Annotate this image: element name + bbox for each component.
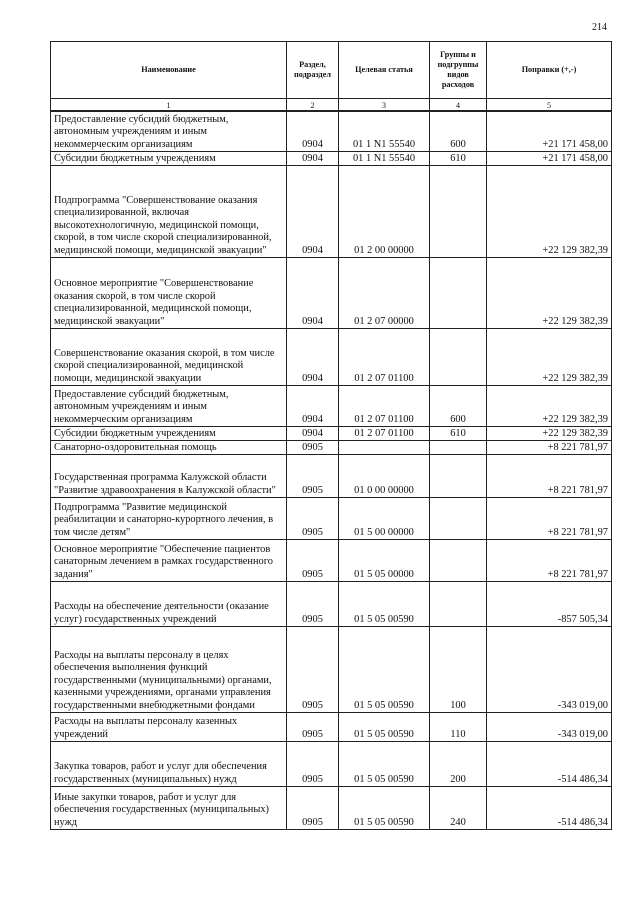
row-target: 01 2 07 01100: [339, 329, 430, 386]
table-row: [51, 498, 612, 540]
table-row: [51, 166, 612, 258]
row-target: 01 5 05 00590: [339, 787, 430, 830]
row-amount: +22 129 382,39: [487, 386, 612, 427]
row-name: Иные закупки товаров, работ и услуг для обеспечения государственных (муниципальных) нужд: [51, 787, 287, 830]
column-number: 2: [287, 99, 339, 111]
column-number: 5: [487, 99, 612, 111]
row-section: 0905: [287, 627, 339, 713]
row-group: 610: [430, 152, 487, 166]
row-amount: +22 129 382,39: [487, 329, 612, 386]
row-group: [430, 441, 487, 455]
budget-amendments-table: [50, 41, 612, 830]
row-name: Основное мероприятие "Обеспечение пациентов санаторным лечением в рамках государственного задания": [51, 540, 287, 582]
row-name: Расходы на обеспечение деятельности (оказание услуг) государственных учреждений: [51, 582, 287, 627]
row-name: Совершенствование оказания скорой, в том числе скорой специализированной, медицинской помощи, медицинской эвакуации: [51, 329, 287, 386]
row-name: Предоставление субсидий бюджетным, автономным учреждениям и иным некоммерческим организациям: [51, 111, 287, 152]
row-group: [430, 258, 487, 329]
column-number: 1: [51, 99, 287, 111]
table-row: [51, 582, 612, 627]
row-group: 600: [430, 386, 487, 427]
row-section: 0904: [287, 111, 339, 152]
row-section: 0904: [287, 152, 339, 166]
table-row: [51, 713, 612, 742]
row-amount: +22 129 382,39: [487, 258, 612, 329]
row-target: 01 1 N1 55540: [339, 111, 430, 152]
row-section: 0904: [287, 329, 339, 386]
row-name: Санаторно-оздоровительная помощь: [51, 441, 287, 455]
table-row: [51, 627, 612, 713]
row-amount: +22 129 382,39: [487, 427, 612, 441]
row-target: [339, 441, 430, 455]
table-row: [51, 427, 612, 441]
row-name: Основное мероприятие "Совершенствование оказания скорой, в том числе скорой специализированной, медицинской помощи, медицинской эвакуации": [51, 258, 287, 329]
row-target: 01 2 07 00000: [339, 258, 430, 329]
page-number: 214: [592, 22, 607, 33]
row-group: [430, 582, 487, 627]
row-name: Расходы на выплаты персоналу казенных учреждений: [51, 713, 287, 742]
table-header-row: [51, 42, 612, 99]
row-amount: +22 129 382,39: [487, 166, 612, 258]
header-amount: Поправки (+,-): [487, 42, 612, 99]
row-amount: +21 171 458,00: [487, 152, 612, 166]
row-amount: -514 486,34: [487, 742, 612, 787]
row-target: 01 2 00 00000: [339, 166, 430, 258]
row-group: 600: [430, 111, 487, 152]
row-group: 100: [430, 627, 487, 713]
table-row: [51, 787, 612, 830]
row-name: Субсидии бюджетным учреждениям: [51, 427, 287, 441]
row-group: [430, 329, 487, 386]
row-target: 01 5 05 00000: [339, 540, 430, 582]
row-amount: -343 019,00: [487, 627, 612, 713]
row-group: 240: [430, 787, 487, 830]
row-name: Государственная программа Калужской области "Развитие здравоохранения в Калужской области": [51, 455, 287, 498]
table-row: [51, 111, 612, 152]
row-name: Расходы на выплаты персоналу в целях обеспечения выполнения функций государственными (муниципальными) органами, казенными учреждениями, органами управления государственными внебюджетными фондами: [51, 627, 287, 713]
row-name: Подпрограмма "Развитие медицинской реабилитации и санаторно-курортного лечения, в том числе детям": [51, 498, 287, 540]
table-row: [51, 386, 612, 427]
row-amount: +8 221 781,97: [487, 540, 612, 582]
header-target: Целевая статья: [339, 42, 430, 99]
row-target: 01 1 N1 55540: [339, 152, 430, 166]
row-section: 0905: [287, 498, 339, 540]
row-target: 01 5 05 00590: [339, 742, 430, 787]
row-group: [430, 455, 487, 498]
row-section: 0904: [287, 386, 339, 427]
column-number-row: [51, 99, 612, 111]
row-name: Закупка товаров, работ и услуг для обеспечения государственных (муниципальных) нужд: [51, 742, 287, 787]
row-section: 0904: [287, 258, 339, 329]
column-number: 4: [430, 99, 487, 111]
table-row: [51, 258, 612, 329]
row-group: 610: [430, 427, 487, 441]
table-row: [51, 441, 612, 455]
row-target: 01 2 07 01100: [339, 427, 430, 441]
row-amount: +8 221 781,97: [487, 498, 612, 540]
row-name: Предоставление субсидий бюджетным, автономным учреждениям и иным некоммерческим организациям: [51, 386, 287, 427]
row-target: 01 5 05 00590: [339, 627, 430, 713]
row-group: [430, 540, 487, 582]
row-section: 0905: [287, 441, 339, 455]
row-group: 110: [430, 713, 487, 742]
table-row: [51, 540, 612, 582]
row-section: 0905: [287, 787, 339, 830]
row-section: 0905: [287, 742, 339, 787]
row-amount: -514 486,34: [487, 787, 612, 830]
row-amount: +8 221 781,97: [487, 441, 612, 455]
row-section: 0904: [287, 427, 339, 441]
row-name: Подпрограмма "Совершенствование оказания специализированной, включая высокотехнологичную, медицинской помощи, скорой, в том числе скорой специализированной, медицинской помощи, медицинской эвакуации": [51, 166, 287, 258]
column-number: 3: [339, 99, 430, 111]
row-group: [430, 166, 487, 258]
row-section: 0905: [287, 713, 339, 742]
row-target: 01 2 07 01100: [339, 386, 430, 427]
table-row: [51, 329, 612, 386]
table-row: [51, 152, 612, 166]
row-section: 0905: [287, 540, 339, 582]
row-amount: +21 171 458,00: [487, 111, 612, 152]
row-amount: -857 505,34: [487, 582, 612, 627]
row-group: 200: [430, 742, 487, 787]
row-target: 01 5 05 00590: [339, 582, 430, 627]
header-name: Наименование: [51, 42, 287, 99]
row-section: 0905: [287, 455, 339, 498]
row-amount: +8 221 781,97: [487, 455, 612, 498]
row-section: 0905: [287, 582, 339, 627]
row-target: 01 5 00 00000: [339, 498, 430, 540]
row-group: [430, 498, 487, 540]
table-row: [51, 742, 612, 787]
row-amount: -343 019,00: [487, 713, 612, 742]
table-row: [51, 455, 612, 498]
row-target: 01 0 00 00000: [339, 455, 430, 498]
row-name: Субсидии бюджетным учреждениям: [51, 152, 287, 166]
header-section: Раздел, подраздел: [287, 42, 339, 99]
header-groups: Группы и подгруппы видов расходов: [430, 42, 487, 99]
row-target: 01 5 05 00590: [339, 713, 430, 742]
row-section: 0904: [287, 166, 339, 258]
